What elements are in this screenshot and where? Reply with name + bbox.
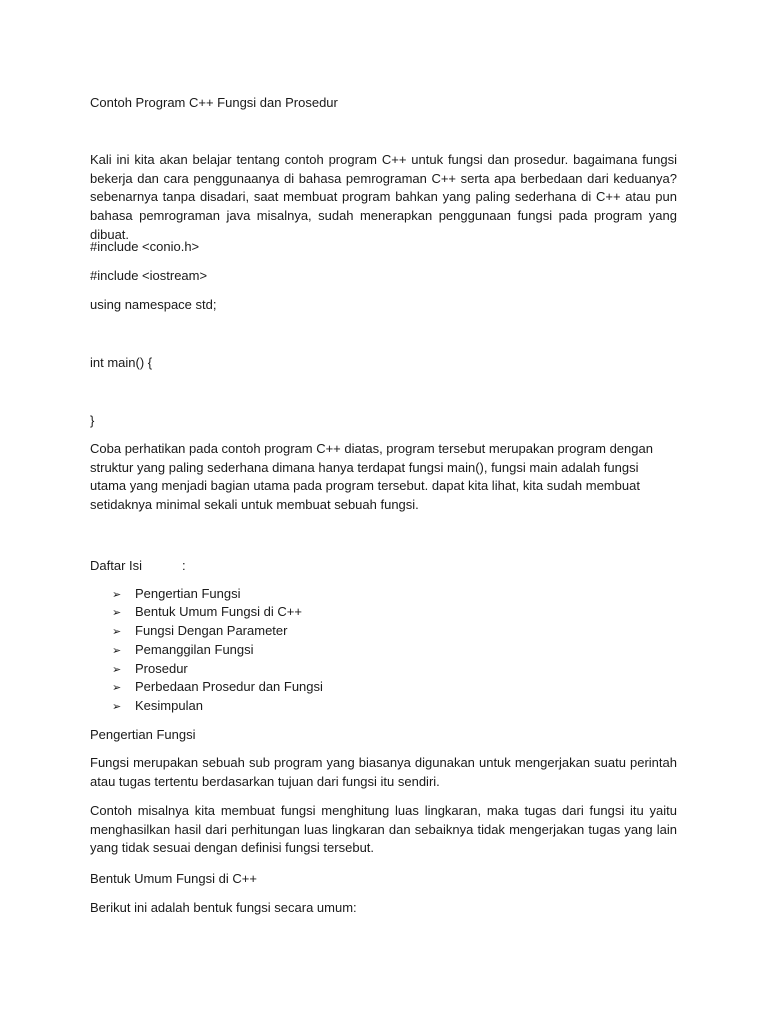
- code-include-iostream: #include <iostream>: [90, 268, 208, 283]
- toc-item-label: Fungsi Dengan Parameter: [135, 623, 288, 638]
- toc-colon: :: [182, 558, 186, 573]
- intro-paragraph: Kali ini kita akan belajar tentang contoh program C++ untuk fungsi dan prosedur. bagaimana fungsi bekerja dan cara penggunaanya di bahasa pemrograman C++ serta apa berbedaan dari keduanya? sebenarnya tanpa disadari, saat membuat program bahkan yang paling sederhana di C++ atau pun bahasa pemrograman java misalnya, sudah menerapkan penggunaan fungsi pada program yang dibuat.: [90, 152, 677, 242]
- section1-paragraph-1: Fungsi merupakan sebuah sub program yang biasanya digunakan untuk mengerjakan suatu perintah atau tugas tertentu berdasarkan tujuan dari fungsi itu sendiri.: [90, 755, 677, 789]
- toc-item: [112, 602, 302, 623]
- explain-paragraph: Coba perhatikan pada contoh program C++ diatas, program tersebut merupakan program dengan struktur yang paling sederhana dimana hanya terdapat fungsi main(), fungsi main adalah fungsi utama yang menjadi bagian utama pada program tersebut. dapat kita lihat, kita sudah membuat setidaknya minimal sekali untuk membuat sebuah fungsi.: [90, 441, 653, 513]
- toc-item-label: Pemanggilan Fungsi: [135, 642, 254, 657]
- toc-item-label: Perbedaan Prosedur dan Fungsi: [135, 679, 323, 694]
- toc-item-label: Pengertian Fungsi: [135, 586, 241, 601]
- toc-item: [112, 696, 203, 717]
- toc-label: Daftar Isi: [90, 558, 143, 573]
- arrow-bullet-icon: ➢: [112, 701, 122, 713]
- toc-item-label: Prosedur: [135, 661, 188, 676]
- arrow-bullet-icon: ➢: [112, 664, 122, 676]
- code-main-close: }: [90, 413, 95, 428]
- toc-item-label: Kesimpulan: [135, 698, 203, 713]
- section2-paragraph-1: Berikut ini adalah bentuk fungsi secara umum:: [90, 900, 357, 915]
- section-heading-pengertian: Pengertian Fungsi: [90, 727, 196, 742]
- section1-paragraph-2: Contoh misalnya kita membuat fungsi menghitung luas lingkaran, maka tugas dari fungsi itu yaitu menghasilkan hasil dari perhitungan luas lingkaran dan sebaiknya tidak mengerjakan tugas yang lain yang tidak sesuai dengan definisi fungsi tersebut.: [90, 803, 677, 856]
- code-main-open: int main() {: [90, 355, 153, 370]
- document-title: Contoh Program C++ Fungsi dan Prosedur: [90, 95, 338, 110]
- code-include-conio: #include <conio.h>: [90, 239, 200, 254]
- arrow-bullet-icon: ➢: [112, 645, 122, 657]
- toc-item-label: Bentuk Umum Fungsi di C++: [135, 604, 302, 619]
- toc-item: [112, 677, 323, 698]
- toc-item: [112, 621, 287, 642]
- arrow-bullet-icon: ➢: [112, 607, 122, 619]
- arrow-bullet-icon: ➢: [112, 589, 122, 601]
- section-heading-bentuk-umum: Bentuk Umum Fungsi di C++: [90, 871, 257, 886]
- arrow-bullet-icon: ➢: [112, 682, 122, 694]
- arrow-bullet-icon: ➢: [112, 626, 122, 638]
- toc-item: [112, 640, 254, 661]
- code-namespace: using namespace std;: [90, 297, 217, 312]
